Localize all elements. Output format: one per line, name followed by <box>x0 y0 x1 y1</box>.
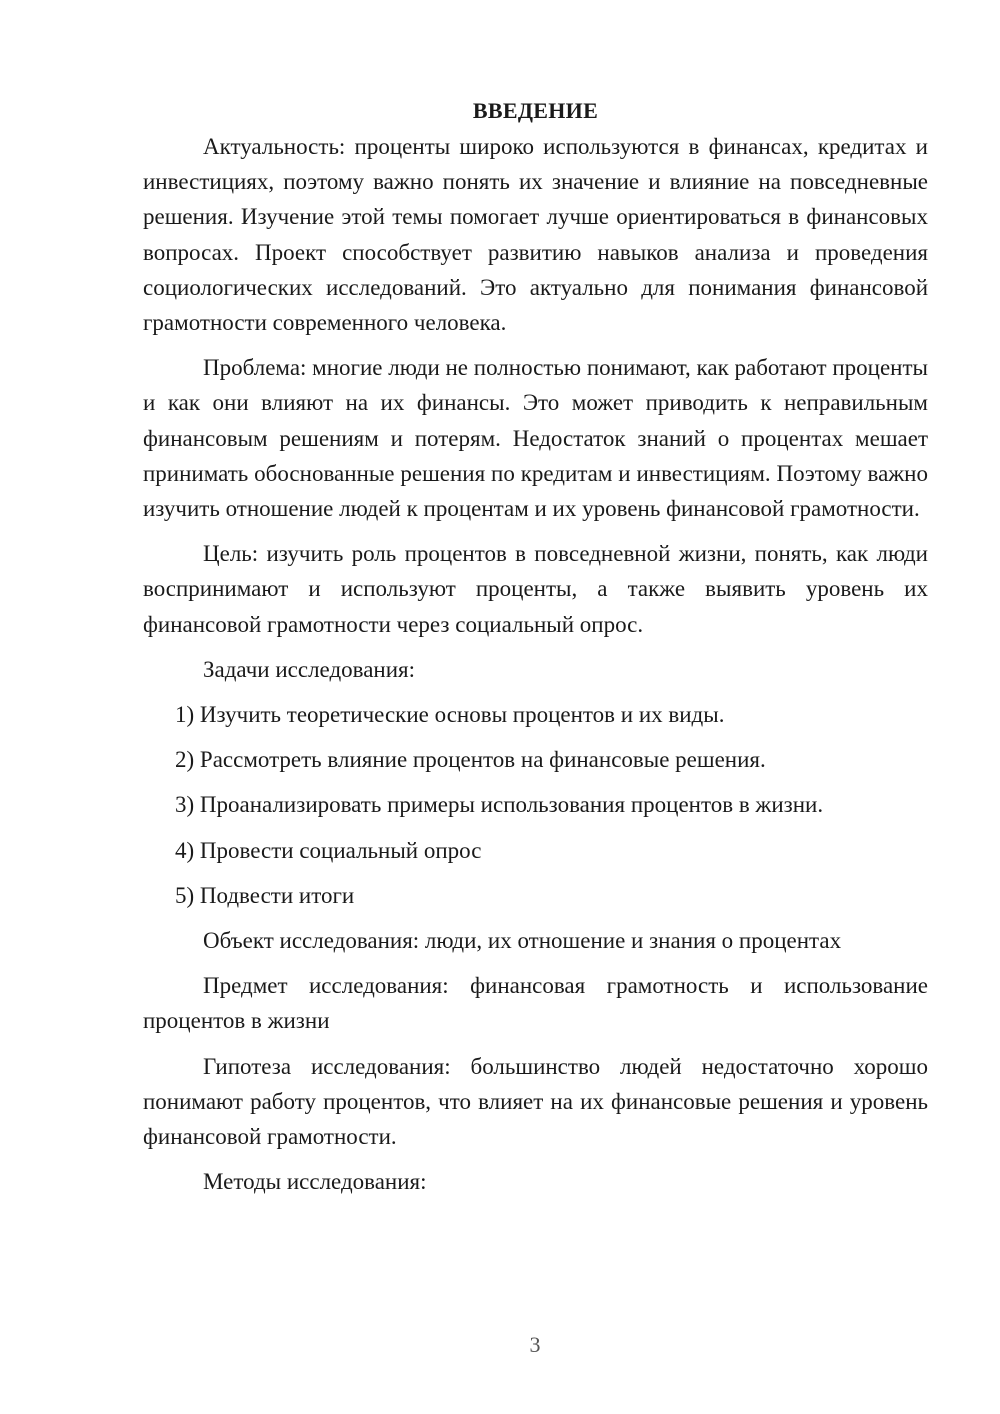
section-title: ВВЕДЕНИЕ <box>472 98 599 123</box>
tasks-list <box>143 697 928 913</box>
object-paragraph: Объект исследования: люди, их отношение и знания о процентах <box>203 928 842 954</box>
page-number: 3 <box>529 1332 541 1357</box>
hypothesis-paragraph: Гипотеза исследования: большинство людей недостаточно хорошо понимают работу процентов, что влияет на их финансовые решения и уровень финансовой грамотности. <box>143 1053 928 1150</box>
task-item: 4) Провести социальный опрос <box>175 837 482 863</box>
task-item: 3) Проанализировать примеры использования процентов в жизни. <box>175 792 824 818</box>
methods-heading: Методы исследования: <box>203 1169 427 1195</box>
tasks-heading: Задачи исследования: <box>203 656 416 682</box>
task-item: 1) Изучить теоретические основы процентов и их виды. <box>175 702 725 728</box>
goal-paragraph: Цель: изучить роль процентов в повседневной жизни, понять, как люди воспринимают и используют проценты, а также выявить уровень их финансовой грамотности через социальный опрос. <box>143 541 928 637</box>
subject-paragraph: Предмет исследования: финансовая грамотность и использование процентов в жизни <box>143 973 928 1034</box>
task-item: 5) Подвести итоги <box>175 882 355 908</box>
page-content <box>143 96 928 1209</box>
task-item: 2) Рассмотреть влияние процентов на финансовые решения. <box>175 747 766 773</box>
problem-paragraph: Проблема: многие люди не полностью понимают, как работают проценты и как они влияют на их финансы. Это может приводить к неправильным финансовым решениям и потерям. Недостаток знаний о процентах мешает принимать обоснованные решения по кредитам и инвестициям. Поэтому важно изучить отношение людей к процентам и их уровень финансовой грамотности. <box>143 355 928 522</box>
relevance-paragraph: Актуальность: проценты широко используются в финансах, кредитах и инвестициях, поэтому важно понять их значение и влияние на повседневные решения. Изучение этой темы помогает лучше ориентироваться в финансовых вопросах. Проект способствует развитию навыков анализа и проведения социологических исследований. Это актуально для понимания финансовой грамотности современного человека. <box>143 134 928 336</box>
